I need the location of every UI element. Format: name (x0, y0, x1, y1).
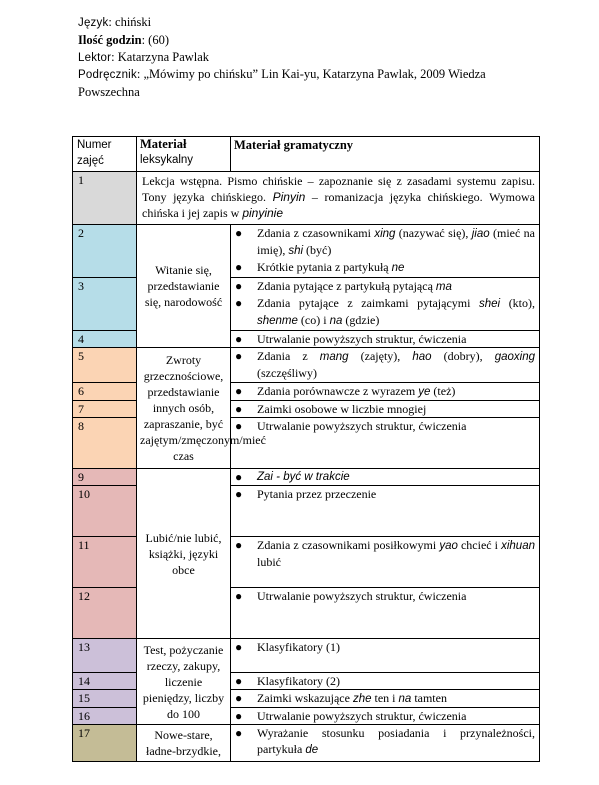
table-row (73, 725, 540, 762)
bullet-item: ● Pytania przez przeczenie (235, 487, 377, 501)
header-num: Numer zajęć (73, 137, 137, 172)
grammar-cell (231, 225, 540, 278)
bullet-icon: ● (235, 487, 243, 501)
grammar-cell (231, 725, 540, 762)
bullet-icon: ● (235, 709, 243, 723)
grammar-cell (231, 708, 540, 725)
row-number: 9 (73, 469, 137, 486)
document-header (78, 14, 548, 101)
header-grammar: Materiał gramatyczny (231, 137, 540, 172)
bullet-item: ● Zdania pytające z partykułą pytającą ma (235, 279, 452, 293)
bullet-item: ● Zaimki wskazujące zhe ten i na tamten (235, 691, 447, 705)
bullet-icon: ● (235, 296, 243, 310)
table-row (73, 639, 540, 673)
bullet-icon: ● (235, 279, 243, 293)
row-number: 11 (73, 537, 137, 588)
bullet-item: ● Zdania z mang (zajęty), hao (dobry), gaoxing (szczęśliwy) (235, 349, 536, 380)
grammar-cell (231, 537, 540, 588)
bullet-item: ● Utrwalanie powyższych struktur, ćwiczenia (235, 332, 467, 346)
bullet-icon: ● (235, 226, 243, 240)
textbook-line: Podręcznik: „Mówimy po chińsku” Lin Kai-yu, Katarzyna Pawlak, 2009 Wiedza Powszechna (78, 67, 486, 100)
table-row (73, 225, 540, 278)
grammar-cell (231, 690, 540, 708)
intro-lesson-cell: Lekcja wstępna. Pismo chińskie – zapoznanie się z zasadami systemu zapisu. Tony języka chińskiego. Pinyin – romanizacja języka chińskiego. Wymowa chińska i jej zapis w pinyinie (137, 172, 540, 225)
bullet-item: ● Utrwalanie powyższych struktur, ćwiczenia (235, 589, 467, 603)
syllabus-table (72, 136, 540, 762)
bullet-icon: ● (235, 640, 243, 654)
table-header-row (73, 137, 540, 172)
lexical-cell-politeness: Zwroty grzecznościowe, przedstawianie innych osób, zapraszanie, być zajętym/zmęczonym/mieć czas (137, 348, 231, 469)
grammar-cell (231, 401, 540, 418)
grammar-cell (231, 469, 540, 486)
lexical-cell-likes: Lubić/nie lubić, książki, języki obce (137, 469, 231, 639)
bullet-item: ● Zaimki osobowe w liczbie mnogiej (235, 402, 427, 416)
header-lexical: Materiał leksykalny (137, 137, 231, 172)
bullet-icon: ● (235, 349, 243, 363)
bullet-item: ● Zdania z czasownikami xing (nazywać się), jiao (mieć na imię), shi (być) (235, 226, 535, 257)
bullet-icon: ● (235, 384, 243, 398)
row-number: 16 (73, 708, 137, 725)
bullet-item: ● Klasyfikatory (2) (235, 674, 340, 688)
bullet-item: ● Utrwalanie powyższych struktur, ćwiczenia (235, 709, 467, 723)
row-number: 17 (73, 725, 137, 762)
row-number: 10 (73, 486, 137, 537)
bullet-icon: ● (235, 538, 243, 552)
row-number: 1 (73, 172, 137, 225)
row-number: 15 (73, 690, 137, 708)
bullet-item: ● Klasyfikatory (1) (235, 640, 340, 654)
row-number: 14 (73, 673, 137, 690)
grammar-cell (231, 486, 540, 537)
bullet-item: ● Krótkie pytania z partykułą ne (235, 260, 405, 274)
table-row (73, 348, 540, 383)
bullet-icon: ● (235, 402, 243, 416)
bullet-icon: ● (235, 674, 243, 688)
row-number: 3 (73, 278, 137, 331)
grammar-cell (231, 331, 540, 348)
bullet-icon: ● (235, 726, 243, 740)
row-number: 8 (73, 418, 137, 469)
row-number: 7 (73, 401, 137, 418)
grammar-cell (231, 383, 540, 401)
grammar-cell (231, 418, 540, 469)
lexical-cell-shopping: Test, pożyczanie rzeczy, zakupy, liczenie pieniędzy, liczby do 100 (137, 639, 231, 725)
language-line: Język: chiński (78, 15, 152, 29)
row-number: 13 (73, 639, 137, 673)
bullet-icon: ● (235, 470, 243, 484)
row-number: 2 (73, 225, 137, 278)
grammar-cell (231, 348, 540, 383)
bullet-item: ● Utrwalanie powyższych struktur, ćwiczenia (235, 419, 467, 433)
hours-line: Ilość godzin: (60) (78, 32, 169, 47)
grammar-cell (231, 673, 540, 690)
bullet-item: ● Wyrażanie stosunku posiadania i przynależności, partykuła de (235, 726, 535, 756)
bullet-icon: ● (235, 589, 243, 603)
bullet-icon: ● (235, 691, 243, 705)
table-row (73, 172, 540, 225)
row-number: 4 (73, 331, 137, 348)
row-number: 6 (73, 383, 137, 401)
row-number: 5 (73, 348, 137, 383)
grammar-cell (231, 588, 540, 639)
grammar-cell (231, 278, 540, 331)
lexical-cell-adjectives: Nowe-stare, ładne-brzydkie, (137, 725, 231, 762)
bullet-icon: ● (235, 419, 243, 433)
lecturer-line: Lektor: Katarzyna Pawlak (78, 49, 210, 64)
bullet-icon: ● (235, 332, 243, 346)
lexical-cell-greetings: Witanie się, przedstawianie się, narodowość (137, 225, 231, 348)
row-number: 12 (73, 588, 137, 639)
grammar-cell (231, 639, 540, 673)
bullet-icon: ● (235, 260, 243, 274)
bullet-item: ● Zdania pytające z zaimkami pytającymi shei (kto), shenme (co) i na (gdzie) (235, 296, 536, 327)
table-row (73, 469, 540, 486)
bullet-item: ● Zdania porównawcze z wyrazem ye (też) (235, 384, 456, 398)
bullet-item: ● Zdania z czasownikami posiłkowymi yao chcieć i xihuan lubić (235, 538, 535, 569)
bullet-item: ● Zai - być w trakcie (235, 470, 350, 484)
